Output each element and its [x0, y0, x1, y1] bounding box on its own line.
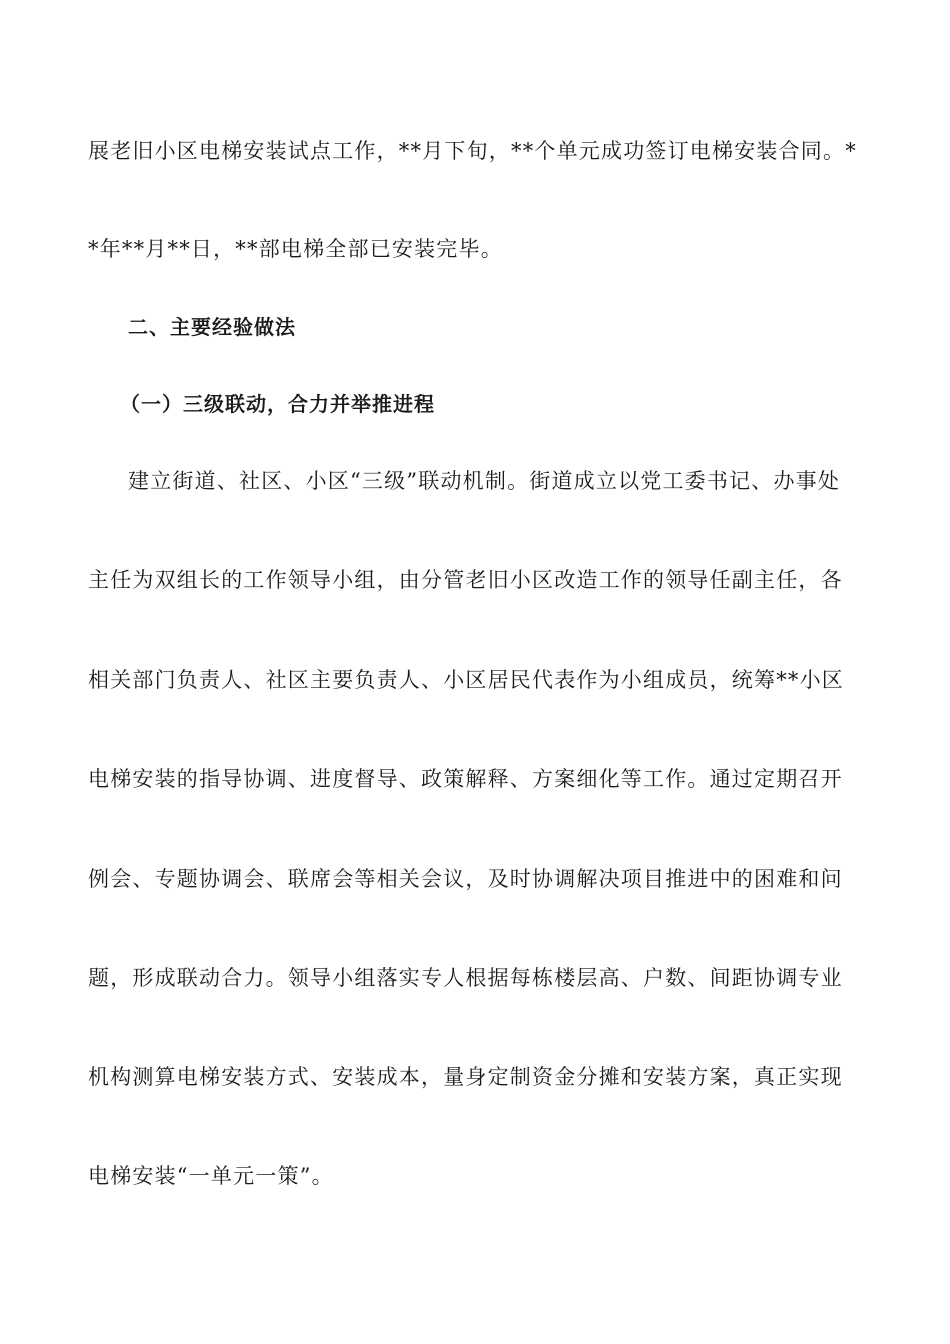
paragraph-line: 展老旧小区电梯安装试点工作，**月下旬，**个单元成功签订电梯安装合同。* — [88, 139, 857, 163]
subsection-heading: （一）三级联动，合力并举推进程 — [120, 392, 435, 416]
paragraph-line: 主任为双组长的工作领导小组，由分管老旧小区改造工作的领导任副主任，各 — [88, 568, 843, 592]
paragraph-line: 电梯安装“一单元一策”。 — [88, 1164, 334, 1188]
paragraph-line: 相关部门负责人、社区主要负责人、小区居民代表作为小组成员，统筹**小区 — [88, 668, 844, 692]
paragraph-line: 建立街道、社区、小区“三级”联动机制。街道成立以党工委书记、办事处 — [128, 469, 841, 493]
paragraph-line: 机构测算电梯安装方式、安装成本，量身定制资金分摊和安装方案，真正实现 — [88, 1065, 843, 1089]
section-heading: 二、主要经验做法 — [128, 315, 296, 339]
paragraph-line: 电梯安装的指导协调、进度督导、政策解释、方案细化等工作。通过定期召开 — [88, 767, 843, 791]
paragraph-line: 例会、专题协调会、联席会等相关会议，及时协调解决项目推进中的困难和问 — [88, 867, 843, 891]
paragraph-line: *年**月**日，**部电梯全部已安装完毕。 — [88, 237, 503, 261]
paragraph-line: 题，形成联动合力。领导小组落实专人根据每栋楼层高、户数、间距协调专业 — [88, 966, 843, 990]
